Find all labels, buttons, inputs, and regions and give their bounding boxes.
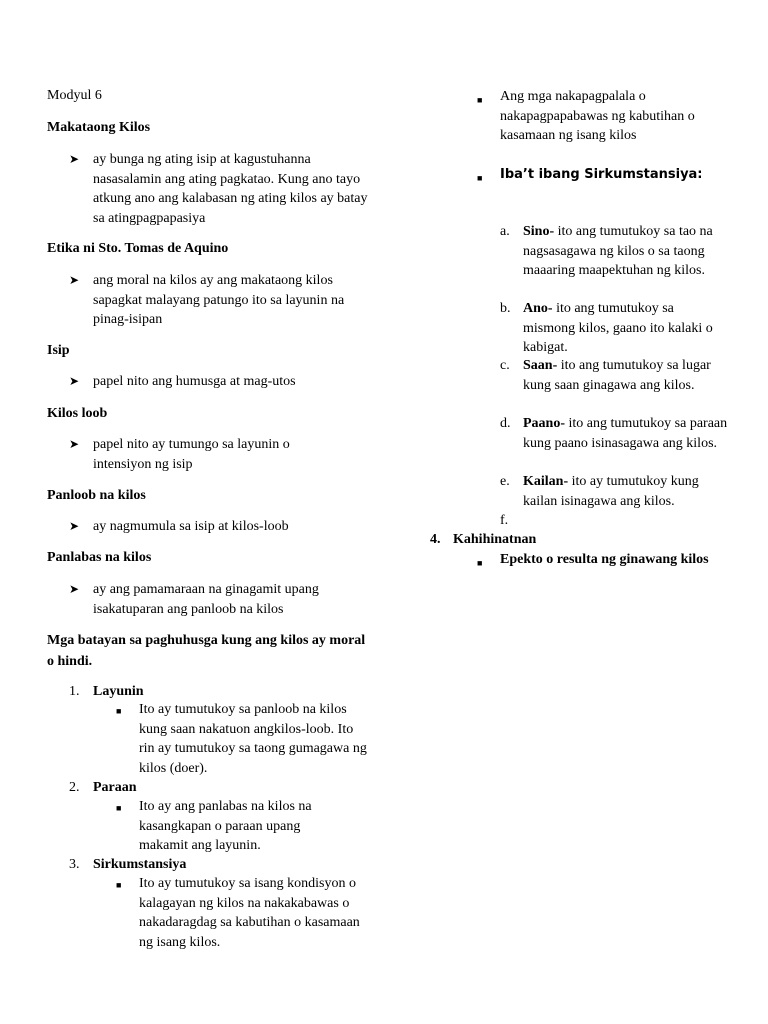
- section-heading-isip: Isip: [47, 343, 70, 358]
- section-heading-batayan: Mga batayan sa paghuhusga kung ang kilos ay moral o hindi.: [47, 633, 366, 669]
- numbered-item-text: Ito ay tumutukoy sa isang kondisyon o kalagayan ng kilos na nakakabawas o nakadaragdag sa kabutihan o kasamaan ng isang kilos.: [139, 876, 360, 950]
- numbered-item-title: Sirkumstansiya: [93, 857, 187, 872]
- list-letter: c.: [500, 358, 510, 373]
- arrow-bullet-icon: ➤: [69, 374, 80, 388]
- lettered-item: Sino- ito ang tumutukoy sa tao na nagsasagawa ng kilos o sa taong maaaring maapektuhan ng kilos.: [523, 224, 713, 278]
- numbered-item-title: Paraan: [93, 780, 137, 795]
- list-number: 4.: [430, 532, 441, 547]
- bullet-text: Ang mga nakapagpalala o nakapagpapabawas ng kabutihan o kasamaan ng isang kilos: [500, 89, 695, 143]
- section-heading-etika: Etika ni Sto. Tomas de Aquino: [47, 241, 229, 256]
- section-heading-panlabas: Panlabas na kilos: [47, 550, 152, 565]
- list-number: 2.: [69, 780, 80, 795]
- lettered-item: Paano- ito ang tumutukoy sa paraan kung paano isinasagawa ang kilos.: [523, 416, 728, 451]
- arrow-bullet-icon: ➤: [69, 437, 80, 451]
- list-letter: f.: [500, 513, 509, 528]
- lettered-item: Kailan- ito ay tumutukoy kung kailan isinagawa ang kilos.: [523, 474, 699, 509]
- square-bullet-icon: ■: [477, 95, 483, 105]
- square-bullet-icon: ■: [116, 880, 122, 890]
- lettered-item: Saan- ito ang tumutukoy sa lugar kung saan ginagawa ang kilos.: [523, 358, 711, 393]
- numbered-item-text: Ito ay ang panlabas na kilos na kasangkapan o paraan upang makamit ang layunin.: [139, 799, 312, 853]
- square-bullet-icon: ■: [477, 558, 483, 568]
- arrow-bullet-icon: ➤: [69, 152, 80, 166]
- list-letter: b.: [500, 301, 511, 316]
- square-bullet-icon: ■: [116, 803, 122, 813]
- arrow-bullet-icon: ➤: [69, 273, 80, 287]
- module-title: Modyul 6: [47, 88, 102, 103]
- arrow-bullet-icon: ➤: [69, 582, 80, 596]
- section-heading-panloob: Panloob na kilos: [47, 488, 146, 503]
- list-letter: e.: [500, 474, 510, 489]
- list-letter: d.: [500, 416, 511, 431]
- section-heading-makataong-kilos: Makataong Kilos: [47, 120, 151, 135]
- bullet-heading: Iba’t ibang Sirkumstansiya:: [500, 167, 703, 182]
- section-heading-kilos-loob: Kilos loob: [47, 406, 108, 421]
- numbered-item-title: Layunin: [93, 684, 144, 699]
- bullet-text: Epekto o resulta ng ginawang kilos: [500, 552, 709, 567]
- lettered-item: Ano- ito ang tumutukoy sa mismong kilos, gaano ito kalaki o kabigat.: [523, 301, 713, 355]
- list-number: 1.: [69, 684, 80, 699]
- numbered-item-text: Ito ay tumutukoy sa panloob na kilos kung saan nakatuon angkilos-loob. Ito rin ay tumutukoy sa taong gumagawa ng kilos (doer).: [139, 702, 367, 776]
- list-number: 3.: [69, 857, 80, 872]
- arrow-bullet-icon: ➤: [69, 519, 80, 533]
- square-bullet-icon: ■: [477, 173, 483, 183]
- square-bullet-icon: ■: [116, 706, 122, 716]
- numbered-item-title: Kahihinatnan: [453, 532, 537, 547]
- list-letter: a.: [500, 224, 510, 239]
